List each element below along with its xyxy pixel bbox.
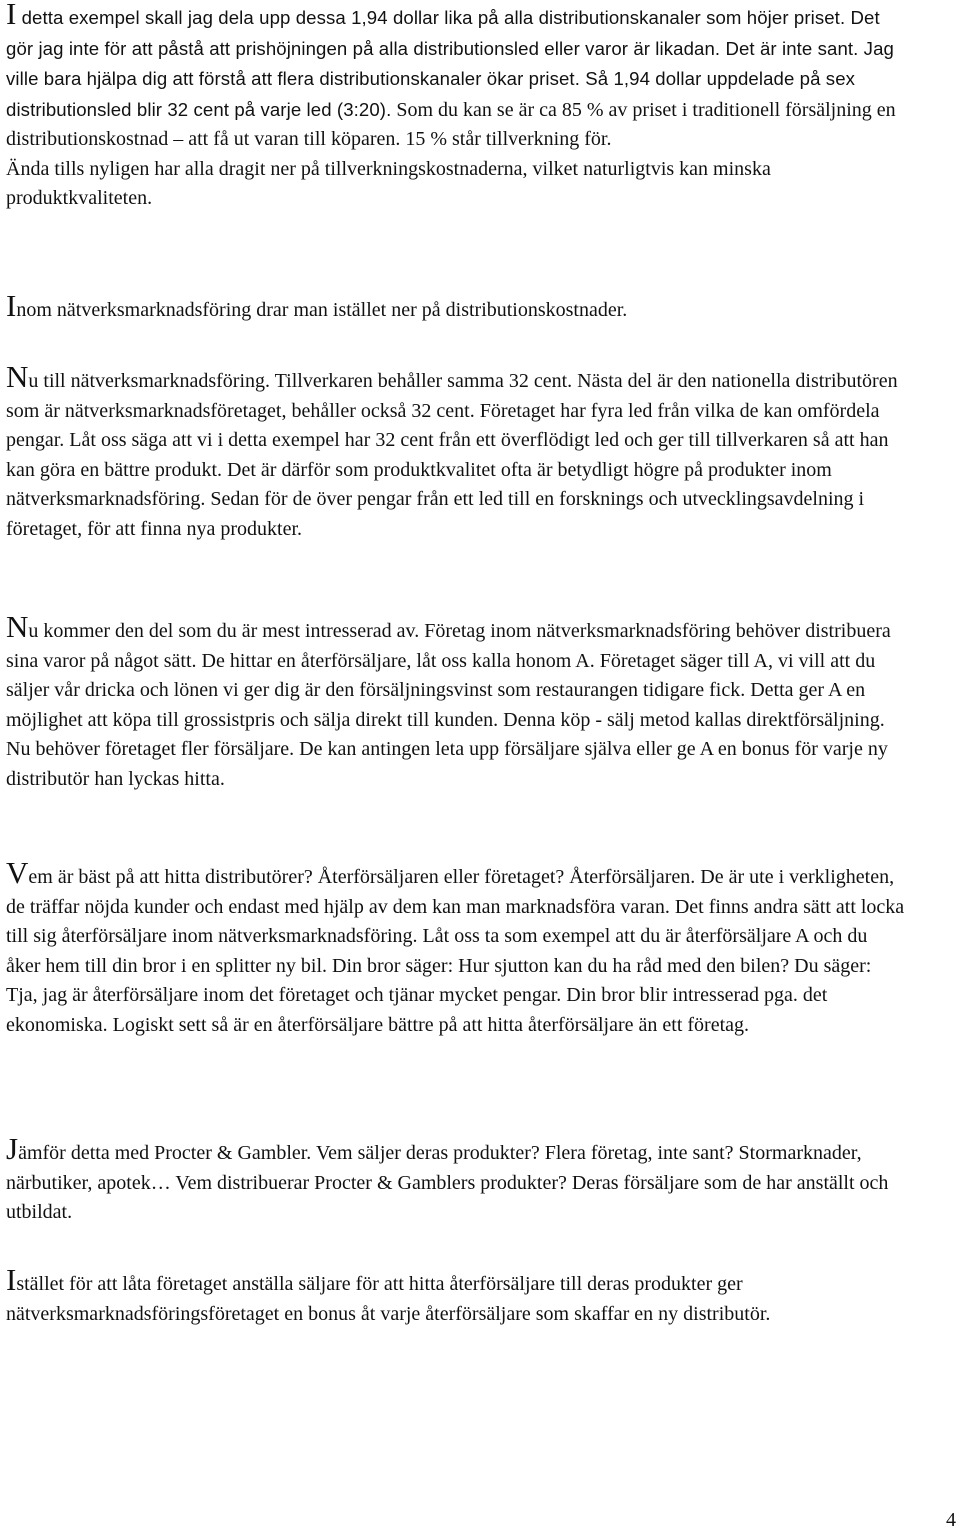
paragraph-text: u kommer den del som du är mest intresserad av. Företag inom nätverksmarknadsföring behöver distribuera sina varor på något sätt. De hittar en återförsäljare, låt oss kalla honom A. Företaget säger till A, vi vill att du säljer vår dricka och lönen vi ger dig är den försäljningsvinst som restaurangen tidigare fick. Detta ger A en möjlighet att köpa till grossistpris och sälja direkt till kunden. Denna köp - sälj metod kallas direktförsäljning. Nu behöver företaget fler försäljare. De kan antingen leta upp försäljare själva eller ge A en bonus för varje ny distributör han lyckas hitta.	[6, 620, 891, 790]
paragraph-finding-distributors	[6, 855, 906, 1040]
paragraph-text-second: Ända tills nyligen har alla dragit ner på tillverkningskostnaderna, vilket naturligtvis kan minska produktkvaliteten.	[6, 157, 771, 209]
drop-initial: I	[6, 1262, 17, 1297]
drop-initial: I	[6, 288, 17, 323]
drop-initial: V	[6, 855, 29, 890]
drop-initial: J	[6, 1131, 19, 1166]
paragraph-text-continued: Som du kan se är ca 85 % av priset i traditionell försäljning en distributionskostnad – att få ut varan till köparen. 15 % står tillverkning för.	[6, 98, 896, 150]
paragraph-bonus-per-reseller	[6, 1262, 906, 1329]
paragraph-text: ämför detta med Procter & Gambler. Vem säljer deras produkter? Flera företag, inte sant? Stormarknader, närbutiker, apotek… Vem distribuerar Procter & Gamblers produkter? Deras försäljare som de har anställt och utbildat.	[6, 1142, 889, 1223]
paragraph-text: nom nätverksmarknadsföring drar man istället ner på distributionskostnader.	[16, 299, 628, 321]
paragraph-text: stället för att låta företaget anställa säljare för att hitta återförsäljare till deras produkter ger nätverksmarknadsföringsföretaget en bonus åt varje återförsäljare som skaffar en ny distributör.	[6, 1273, 771, 1325]
paragraph-distribution-example	[6, 0, 906, 214]
drop-initial: N	[6, 609, 29, 644]
drop-initial: N	[6, 359, 29, 394]
paragraph-text: u till nätverksmarknadsföring. Tillverkaren behåller samma 32 cent. Nästa del är den nationella distributören som är nätverksmarknadsföretaget, behåller också 32 cent. Företaget har fyra led från vilka de kan omfördela pengar. Låt oss säga att vi i detta exempel har 32 cent från ett överflödigt led och ger till tillverkaren så att han kan göra en bättre produkt. Det är därför som produktkvalitet ofta är betydligt högre på produkter inom nätverksmarknadsföring. Sedan för de över pengar från ett led till en forsknings och utvecklingsavdelning i företaget, för att finna nya produkter.	[6, 370, 898, 540]
drop-initial: I	[6, 0, 17, 31]
page-number: 4	[946, 1509, 956, 1531]
paragraph-text: em är bäst på att hitta distributörer? Återförsäljaren eller företaget? Återförsäljaren. De är ute i verkligheten, de träffar nöjda kunder och endast med hjälp av dem kan man marknadsföra varan. Det finns andra sätt att locka till sig återförsäljare inom nätverksmarknadsföring. Låt oss ta som exempel att du är återförsäljare A och du åker hem till din bror i en splitter ny bil. Din bror säger: Hur sjutton kan du ha råd med den bilen? Du säger: Tja, jag är återförsäljare inom det företaget och tjänar mycket pengar. Din bror blir intresserad pga. det ekonomiska. Logiskt sett så är en återförsäljare bättre på att hitta återförsäljare än ett företag.	[6, 866, 905, 1036]
paragraph-procter-gambler	[6, 1131, 906, 1228]
paragraph-network-marketing-intro	[6, 288, 906, 326]
paragraph-reseller-a	[6, 609, 906, 794]
paragraph-manufacturer-share	[6, 359, 906, 544]
paragraph-text: detta exempel skall jag dela upp dessa 1,94 dollar lika på alla distributionskanaler som höjer priset. Det gör jag inte för att påstå att prishöjningen på alla distributionsled eller varor är likadan. Det är inte sant. Jag ville bara hjälpa dig att förstå att flera distributionskanaler ökar priset. Så 1,94 dollar uppdelade på sex distributionsled blir 32 cent på varje led (3:20).	[6, 7, 894, 120]
